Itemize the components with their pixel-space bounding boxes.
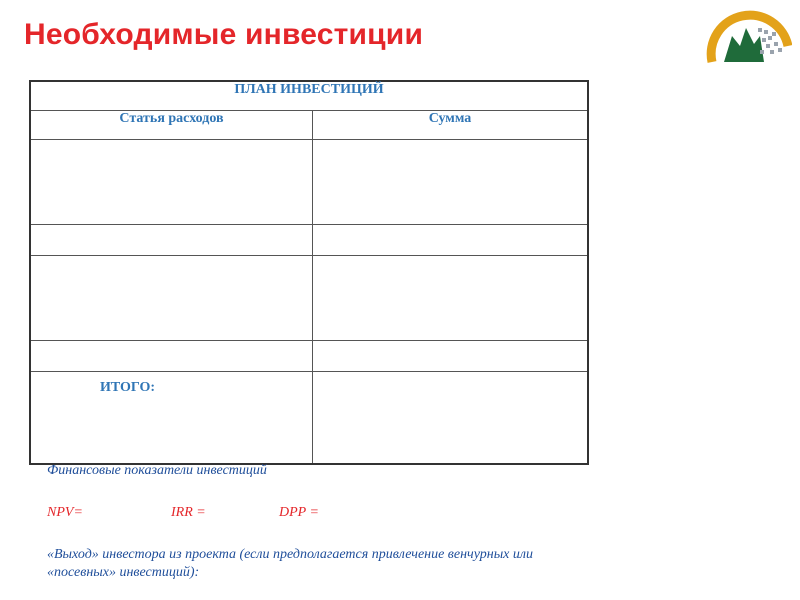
table-row [30, 341, 588, 372]
investment-plan-table [29, 80, 589, 465]
table-row [30, 256, 588, 341]
exit-note [47, 546, 747, 582]
table-row [30, 225, 588, 256]
innovation-center-logo-icon [702, 6, 792, 66]
column-header-amount: Сумма [313, 111, 589, 140]
table-cell[interactable] [30, 256, 313, 341]
total-label: ИТОГО: [30, 372, 313, 465]
dpp-label: DPP = [279, 505, 319, 520]
table-row [30, 140, 588, 225]
financial-notes [47, 462, 747, 582]
table-cell[interactable] [30, 341, 313, 372]
npv-label: NPV= [47, 505, 83, 520]
table-cell[interactable] [313, 140, 589, 225]
notes-heading: Финансовые показатели инвестиций [47, 463, 267, 478]
irr-label: IRR = [171, 505, 206, 520]
table-cell[interactable] [30, 140, 313, 225]
exit-note-line2: «посевных» инвестиций): [47, 565, 200, 580]
exit-note-line1: «Выход» инвестора из проекта (если предполагается привлечение венчурных или [47, 547, 534, 562]
table-title-row [30, 81, 588, 111]
table-header-row [30, 111, 588, 140]
table-cell[interactable] [30, 225, 313, 256]
table-total-row [30, 372, 588, 465]
table-cell[interactable] [313, 225, 589, 256]
table-cell[interactable] [313, 256, 589, 341]
total-amount-cell[interactable] [313, 372, 589, 465]
table-cell[interactable] [313, 341, 589, 372]
table-title: ПЛАН ИНВЕСТИЦИЙ [30, 81, 588, 111]
metrics-line [47, 504, 747, 522]
slide-title: Необходимые инвестиции [24, 18, 424, 51]
column-header-expense: Статья расходов [30, 111, 313, 140]
